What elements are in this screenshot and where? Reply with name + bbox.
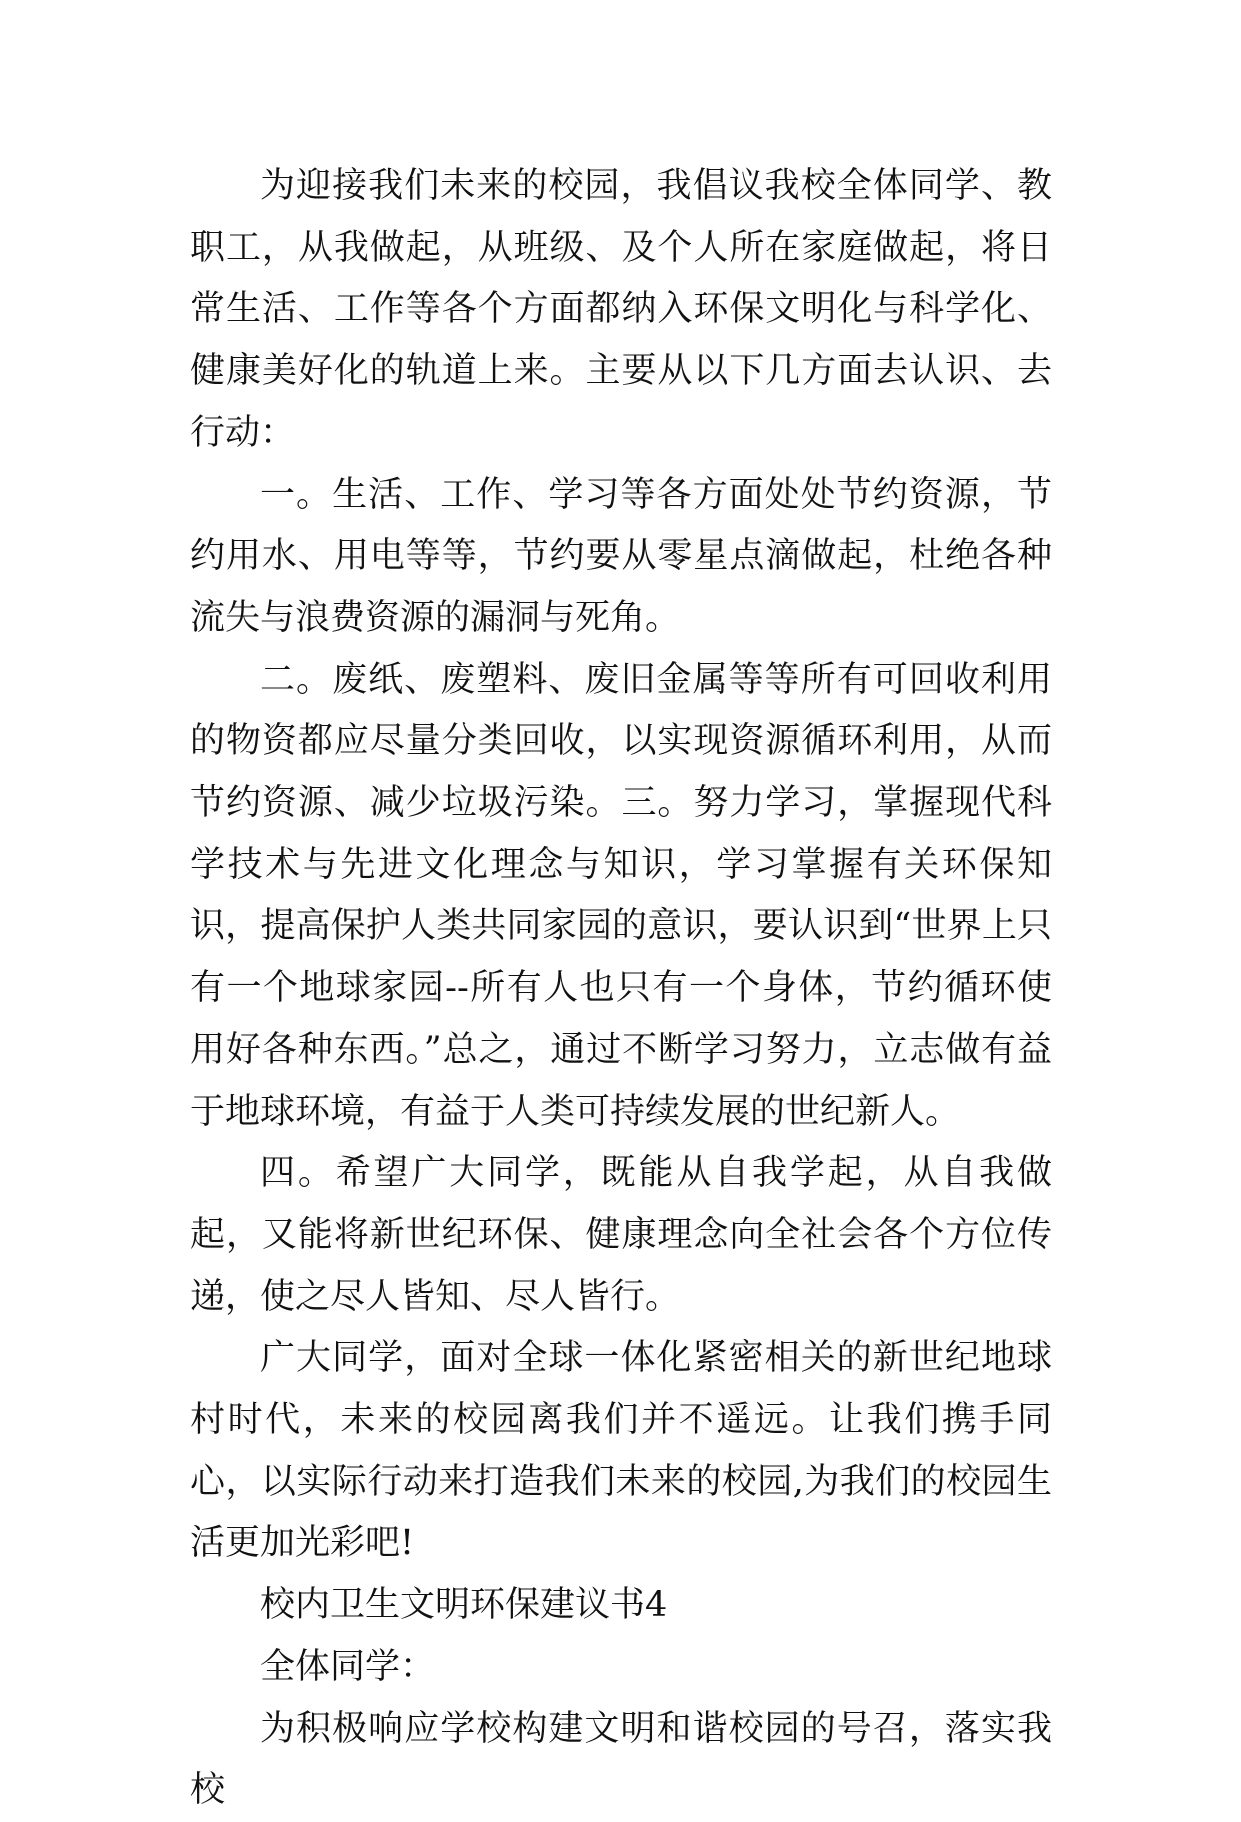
- section-heading: 校内卫生文明环保建议书4: [260, 1585, 668, 1626]
- paragraph-point-four: 四。希望广大同学，既能从自我学起，从自我做起，又能将新世纪环保、健康理念向全社会各个方位传递，使之尽人皆知、尽人皆行。: [190, 1153, 1052, 1317]
- paragraph-point-two-three: 二。废纸、废塑料、废旧金属等等所有可回收利用的物资都应尽量分类回收，以实现资源循环利用，从而节约资源、减少垃圾污染。三。努力学习，掌握现代科学技术与先进文化理念与知识，学习掌握有关环保知识，提高保护人类共同家园的意识，要认识到“世界上只有一个地球家园--所有人也只有一个身体，节约循环使用好各种东西。”总之，通过不断学习努力，立志做有益于地球环境，有益于人类可持续发展的世纪新人。: [190, 659, 1052, 1132]
- paragraph-new-letter-start: 为积极响应学校构建文明和谐校园的号召，落实我校: [190, 1708, 1052, 1811]
- document-body: [190, 156, 1052, 1822]
- paragraph-point-one: 一。生活、工作、学习等各方面处处节约资源，节约用水、用电等等，节约要从零星点滴做起，杜绝各种流失与浪费资源的漏洞与死角。: [190, 474, 1052, 638]
- salutation: 全体同学：: [260, 1646, 436, 1687]
- paragraph-intro: 为迎接我们未来的校园，我倡议我校全体同学、教职工，从我做起，从班级、及个人所在家庭做起，将日常生活、工作等各个方面都纳入环保文明化与科学化、健康美好化的轨道上来。主要从以下几方面去认识、去行动：: [190, 166, 1052, 453]
- paragraph-closing: 广大同学，面对全球一体化紧密相关的新世纪地球村时代，未来的校园离我们并不遥远。让我们携手同心，以实际行动来打造我们未来的校园,为我们的校园生活更加光彩吧!: [190, 1338, 1052, 1564]
